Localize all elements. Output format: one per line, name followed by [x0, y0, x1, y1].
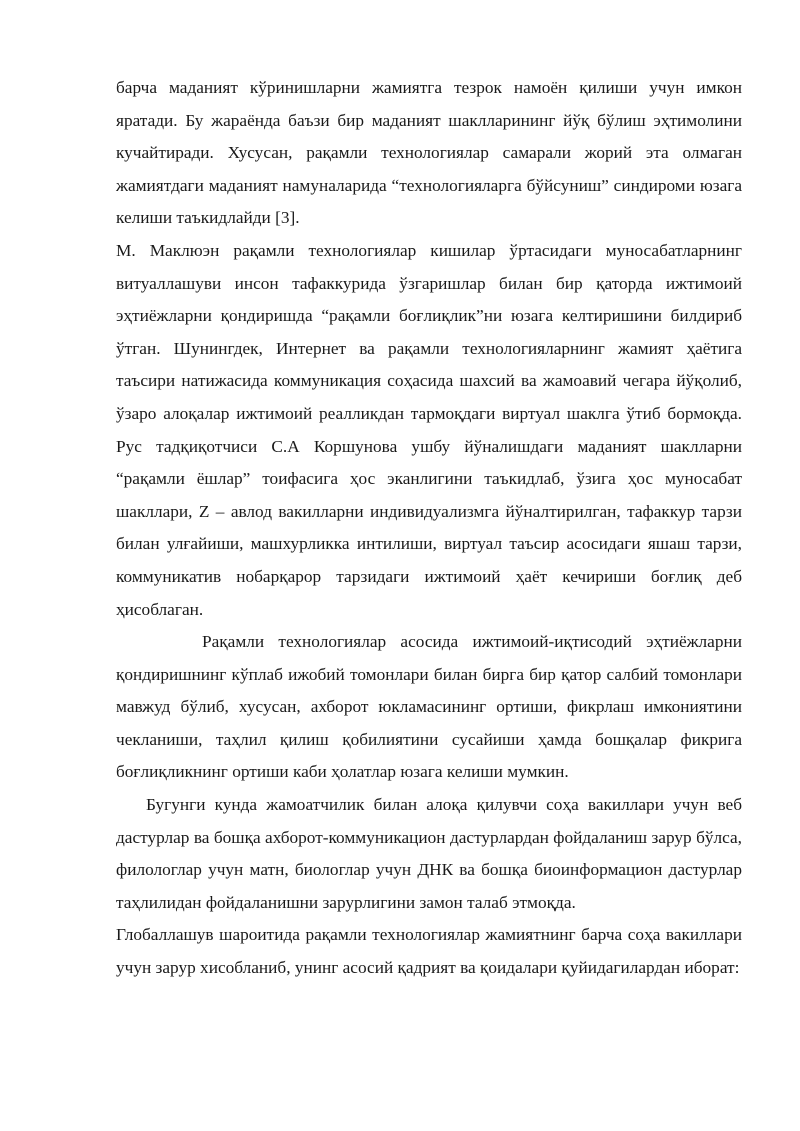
paragraph-globalization: Глобаллашув шароитида рақамли технологиялар жамиятнинг барча соҳа вакиллари учун зарур хисобланиб, унинг асосий қадрият ва қоидалари қуйидагилардан иборат:: [116, 925, 742, 978]
paragraph-continuation: барча маданият кўринишларни жамиятга тезрок намоён қилиши учун имкон яратади. Бу жараёнда баъзи бир маданият шаклларининг йўқ бўлиш эҳтимолини кучайтиради. Хусусан, рақамли технологиялар самарали жорий эта олмаган жамиятдаги маданият намуналарида “технологияларга бўйсуниш” синдироми юзага келиши таъкидлайди [3].: [116, 78, 742, 228]
paragraph-today: Бугунги кунда жамоатчилик билан алоқа қилувчи соҳа вакиллари учун веб дастурлар ва бошқа ахборот-коммуникацион дастурлардан фойдаланиш зарур бўлса, филологлар учун матн, биологлар учун ДНК ва бошқа биоинформацион дастурлар таҳлилидан фойдаланишни зарурлигини замон талаб этмоқда.: [116, 795, 742, 912]
paragraph-negative-aspects: Рақамли технологиялар асосида ижтимоий-иқтисодий эҳтиёжларни қондиришнинг кўплаб ижобий томонлари билан бирга бир қатор салбий томонлари мавжуд бўлиб, хусусан, ахборот юкламасининг ортиши, фикрлаш имкониятини чекланиши, таҳлил қилиш қобилиятини сусайиши ҳамда бошқалар фикрига боғлиқликнинг ортиши каби ҳолатлар юзага келиши мумкин.: [116, 632, 742, 782]
body-text: [116, 72, 742, 985]
paragraph-mcluhan: М. Маклюэн рақамли технологиялар кишилар ўртасидаги муносабатларнинг витуаллашуви инсон тафаккурида ўзгаришлар билан бир қаторда ижтимоий эҳтиёжларни қондиришда “рақамли боғлиқлик”ни юзага келтиришини билдириб ўтган. Шунингдек, Интернет ва рақамли технологияларнинг жамият ҳаётига таъсири натижасида коммуникация соҳасида шахсий ва жамоавий чегара йўқолиб, ўзаро алоқалар ижтимоий реалликдан тармоқдаги виртуал шаклга ўтиб бормоқда. Рус тадқиқотчиси С.А Коршунова ушбу йўналишдаги маданият шаклларни “рақамли ёшлар” тоифасига ҳос эканлигини таъкидлаб, ўзига ҳос муносабат шакллари, Z – авлод вакилларни индивидуализмга йўналтирилган, тафаккур тарзи билан улғайиши, машхурликка интилиши, виртуал таъсир асосидаги яшаш тарзи, коммуникатив нобарқарор тарзидаги ижтимоий ҳаёт кечириши боғлиқ деб ҳисоблаган.: [116, 240, 742, 619]
